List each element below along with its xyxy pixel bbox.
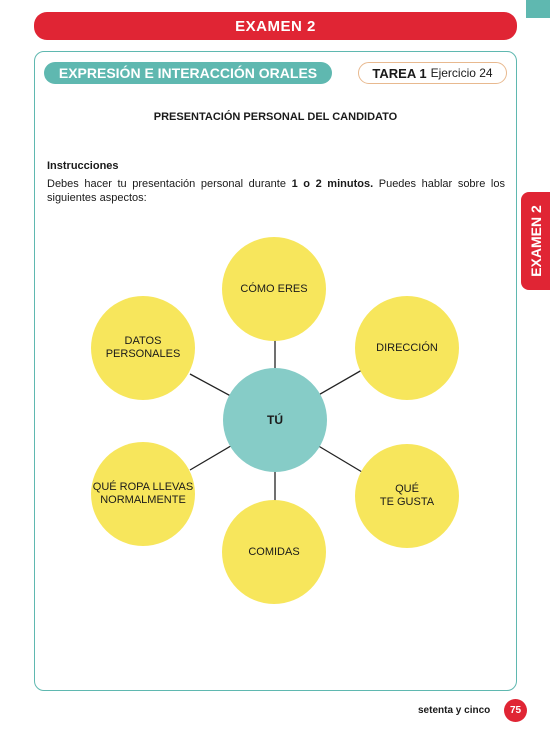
center-bubble: TÚ xyxy=(223,368,327,472)
instructions-part1: Debes hacer tu presentación personal durante xyxy=(47,178,292,190)
page-number-badge: 75 xyxy=(504,699,527,722)
side-tab-label: EXAMEN 2 xyxy=(527,205,544,277)
exam-title: EXAMEN 2 xyxy=(235,17,316,35)
exercise-label: Ejercicio 24 xyxy=(430,66,493,80)
instructions-part2: Puedes hablar sobre los siguientes aspectos: xyxy=(47,178,505,204)
instructions-heading: Instrucciones xyxy=(47,160,119,172)
footer-page-text: setenta y cinco xyxy=(418,705,491,716)
section-title: EXPRESIÓN E INTERACCIÓN ORALES xyxy=(58,65,318,81)
task-label: TAREA 1 xyxy=(372,65,427,81)
instructions-emphasis: 1 o 2 minutos. xyxy=(291,178,374,190)
topic-que-ropa-llevas: QUÉ ROPA LLEVAS NORMALMENTE xyxy=(91,442,195,546)
document-title: PRESENTACIÓN PERSONAL DEL CANDIDATO xyxy=(153,111,398,123)
topic-como-eres: CÓMO ERES xyxy=(222,237,326,341)
topic-direccion: DIRECCIÓN xyxy=(355,296,459,400)
topic-datos-personales: DATOS PERSONALES xyxy=(91,296,195,400)
topic-que-te-gusta: QUÉ TE GUSTA xyxy=(355,444,459,548)
topic-comidas: COMIDAS xyxy=(222,500,326,604)
